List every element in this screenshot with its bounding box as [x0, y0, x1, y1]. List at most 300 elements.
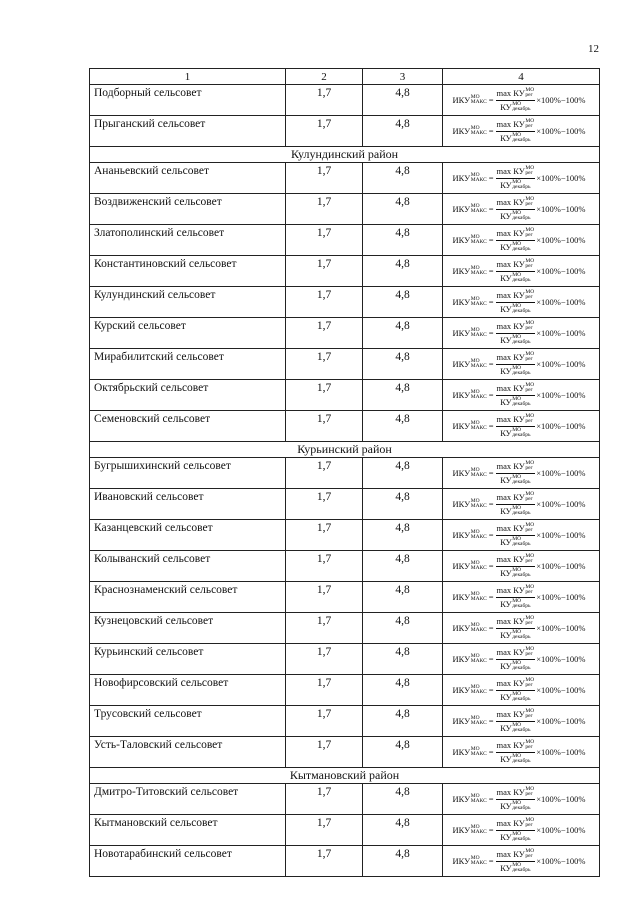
table-row: [90, 489, 600, 520]
formula-num-op: max КУ: [496, 786, 525, 797]
formula-lhs: [453, 204, 487, 215]
formula-numerator: [496, 709, 536, 722]
formula-lhs-base: ИКУ: [452, 389, 471, 400]
formula-den-sub: декабрь: [512, 634, 531, 640]
formula-denominator: [499, 505, 531, 517]
column-2-value: 1,7: [286, 318, 363, 349]
formula-lhs-indices: [471, 716, 487, 727]
table-row: [90, 520, 600, 551]
index-formula: [441, 616, 597, 641]
formula-den-base: КУ: [500, 536, 512, 547]
formula-den-base: КУ: [500, 474, 512, 485]
formula-lhs: [453, 95, 487, 106]
settlement-name: Мирабилитский сельсовет: [90, 349, 286, 380]
formula-lhs-sub: МАКС: [470, 425, 487, 431]
index-formula: [441, 818, 597, 843]
formula-lhs-indices: [471, 623, 487, 634]
formula-lhs-indices: [471, 266, 487, 277]
formula-denominator: [499, 862, 531, 874]
formula-den-base: КУ: [500, 303, 512, 314]
table-row: [90, 256, 600, 287]
formula-den-sub: декабрь: [512, 308, 531, 314]
formula-den-indices: [512, 335, 530, 346]
table-row: [90, 613, 600, 644]
column-2-value: 1,7: [286, 85, 363, 116]
formula-den-base: КУ: [500, 210, 512, 221]
formula-den-base: КУ: [500, 179, 512, 190]
formula-lhs: [453, 794, 487, 805]
column-3-value: 4,8: [363, 675, 443, 706]
formula-lhs-sup: МО: [470, 171, 480, 178]
column-2-value: 1,7: [286, 287, 363, 318]
formula-den-sub: декабрь: [512, 603, 531, 609]
formula-lhs-sub: МАКС: [470, 332, 487, 338]
formula-lhs-sup: МО: [470, 419, 480, 426]
formula-den-sup: МО: [512, 364, 522, 371]
formula-cell: [443, 411, 600, 442]
formula-lhs-sup: МО: [470, 326, 480, 333]
formula-fraction: [496, 585, 536, 610]
index-formula: [441, 709, 597, 734]
formula-den-indices: [512, 397, 530, 408]
formula-lhs-indices: [471, 747, 487, 758]
formula-numerator: [496, 88, 536, 101]
formula-lhs: [453, 716, 487, 727]
formula-lhs-indices: [471, 468, 487, 479]
formula-num-sup: МО: [525, 117, 535, 124]
formula-fraction: [496, 461, 536, 486]
formula-den-sup: МО: [512, 240, 522, 247]
formula-equals: =: [488, 824, 494, 835]
formula-den-sub: декабрь: [512, 805, 531, 811]
formula-tail: ×100%−100%: [536, 793, 586, 804]
table-row: [90, 225, 600, 256]
formula-lhs-sub: МАКС: [470, 394, 487, 400]
formula-den-indices: [512, 723, 530, 734]
formula-fraction: [496, 787, 536, 812]
formula-lhs-indices: [471, 297, 487, 308]
formula-denominator: [499, 831, 531, 843]
formula-tail: ×100%−100%: [536, 622, 586, 633]
formula-lhs-base: ИКУ: [452, 265, 471, 276]
formula-lhs-sup: МО: [470, 295, 480, 302]
formula-cell: [443, 644, 600, 675]
formula-cell: [443, 116, 600, 147]
table-row: [90, 644, 600, 675]
formula-lhs-sup: МО: [470, 528, 480, 535]
formula-fraction: [496, 197, 536, 222]
formula-fraction: [496, 321, 536, 346]
formula-lhs-sub: МАКС: [470, 130, 487, 136]
formula-numerator: [496, 818, 536, 831]
table-row: [90, 194, 600, 225]
formula-num-indices: [525, 492, 534, 503]
formula-lhs-sup: МО: [470, 202, 480, 209]
formula-den-sub: декабрь: [512, 215, 531, 221]
index-formula: [441, 849, 597, 874]
column-3-value: 4,8: [363, 163, 443, 194]
formula-num-op: max КУ: [496, 677, 525, 688]
settlement-name: Прыганский сельсовет: [90, 116, 286, 147]
formula-den-sup: МО: [512, 395, 522, 402]
formula-num-indices: [525, 787, 534, 798]
formula-den-indices: [512, 242, 530, 253]
formula-den-indices: [512, 630, 530, 641]
region-row: [90, 768, 600, 784]
formula-den-base: КУ: [500, 365, 512, 376]
column-2-value: 1,7: [286, 784, 363, 815]
formula-num-sub: рег: [525, 465, 533, 471]
formula-cell: [443, 380, 600, 411]
table-row: [90, 815, 600, 846]
formula-lhs: [453, 359, 487, 370]
formula-denominator: [499, 629, 531, 641]
header-cell-4: 4: [443, 69, 600, 85]
formula-num-op: max КУ: [496, 460, 525, 471]
formula-numerator: [496, 383, 536, 396]
formula-lhs-indices: [471, 499, 487, 510]
formula-cell: [443, 349, 600, 380]
settlement-name: Кулундинский сельсовет: [90, 287, 286, 318]
formula-lhs-sub: МАКС: [470, 239, 487, 245]
formula-tail: ×100%−100%: [536, 358, 586, 369]
formula-denominator: [499, 567, 531, 579]
column-3-value: 4,8: [363, 85, 443, 116]
formula-tail: ×100%−100%: [536, 203, 586, 214]
column-3-value: 4,8: [363, 349, 443, 380]
column-2-value: 1,7: [286, 194, 363, 225]
formula-num-sup: МО: [525, 319, 535, 326]
formula-num-indices: [525, 414, 534, 425]
index-formula: [441, 585, 597, 610]
formula-tail: ×100%−100%: [536, 653, 586, 664]
formula-den-sub: декабрь: [512, 401, 531, 407]
formula-cell: [443, 613, 600, 644]
formula-tail: ×100%−100%: [536, 529, 586, 540]
formula-denominator: [499, 365, 531, 377]
formula-fraction: [496, 678, 536, 703]
formula-lhs-base: ИКУ: [452, 560, 471, 571]
formula-num-sub: рег: [525, 232, 533, 238]
settlement-name: Воздвиженский сельсовет: [90, 194, 286, 225]
index-formula: [441, 492, 597, 517]
formula-den-sub: декабрь: [512, 758, 531, 764]
column-2-value: 1,7: [286, 706, 363, 737]
settlement-name: Новофирсовский сельсовет: [90, 675, 286, 706]
formula-den-sup: МО: [512, 566, 522, 573]
formula-tail: ×100%−100%: [536, 467, 586, 478]
formula-cell: [443, 737, 600, 768]
formula-lhs-sub: МАКС: [470, 751, 487, 757]
column-2-value: 1,7: [286, 458, 363, 489]
region-name: Кулундинский район: [90, 147, 600, 163]
formula-den-sub: декабрь: [512, 184, 531, 190]
column-2-value: 1,7: [286, 846, 363, 877]
formula-lhs-sup: МО: [470, 93, 480, 100]
formula-lhs-indices: [471, 530, 487, 541]
formula-den-indices: [512, 273, 530, 284]
formula-equals: =: [488, 746, 494, 757]
formula-num-op: max КУ: [496, 227, 525, 238]
formula-equals: =: [488, 529, 494, 540]
formula-den-base: КУ: [500, 272, 512, 283]
formula-num-sub: рег: [525, 418, 533, 424]
formula-den-sub: декабрь: [512, 479, 531, 485]
formula-lhs-indices: [471, 561, 487, 572]
column-3-value: 4,8: [363, 784, 443, 815]
formula-lhs-sup: МО: [470, 854, 480, 861]
formula-num-op: max КУ: [496, 522, 525, 533]
formula-num-indices: [525, 197, 534, 208]
formula-lhs-sup: МО: [470, 652, 480, 659]
formula-equals: =: [488, 172, 494, 183]
formula-num-indices: [525, 290, 534, 301]
formula-lhs-base: ИКУ: [452, 746, 471, 757]
formula-den-base: КУ: [500, 800, 512, 811]
table-row: [90, 287, 600, 318]
formula-den-base: КУ: [500, 831, 512, 842]
column-3-value: 4,8: [363, 489, 443, 520]
formula-num-sup: МО: [525, 707, 535, 714]
formula-den-sub: декабрь: [512, 665, 531, 671]
table-row: [90, 784, 600, 815]
formula-equals: =: [488, 296, 494, 307]
formula-den-sup: МО: [512, 535, 522, 542]
formula-lhs-base: ИКУ: [452, 715, 471, 726]
region-row: [90, 147, 600, 163]
formula-lhs-base: ИКУ: [452, 824, 471, 835]
formula-num-op: max КУ: [496, 817, 525, 828]
formula-lhs-sub: МАКС: [470, 177, 487, 183]
column-3-value: 4,8: [363, 318, 443, 349]
formula-den-indices: [512, 537, 530, 548]
formula-den-sup: МО: [512, 333, 522, 340]
formula-lhs: [453, 825, 487, 836]
column-2-value: 1,7: [286, 116, 363, 147]
formula-denominator: [499, 691, 531, 703]
region-row: [90, 442, 600, 458]
formula-lhs-sub: МАКС: [470, 363, 487, 369]
formula-numerator: [496, 352, 536, 365]
formula-lhs-base: ИКУ: [452, 172, 471, 183]
formula-den-sub: декабрь: [512, 432, 531, 438]
column-3-value: 4,8: [363, 287, 443, 318]
formula-equals: =: [488, 125, 494, 136]
formula-lhs-indices: [471, 359, 487, 370]
column-3-value: 4,8: [363, 815, 443, 846]
formula-num-op: max КУ: [496, 118, 525, 129]
formula-lhs-sub: МАКС: [470, 658, 487, 664]
formula-den-base: КУ: [500, 722, 512, 733]
formula-denominator: [499, 132, 531, 144]
formula-den-base: КУ: [500, 753, 512, 764]
formula-den-base: КУ: [500, 660, 512, 671]
index-formula: [441, 647, 597, 672]
index-formula: [441, 740, 597, 765]
column-3-value: 4,8: [363, 256, 443, 287]
formula-denominator: [499, 660, 531, 672]
formula-equals: =: [488, 715, 494, 726]
formula-num-sub: рег: [525, 170, 533, 176]
header-row: [90, 69, 600, 85]
column-2-value: 1,7: [286, 349, 363, 380]
formula-num-op: max КУ: [496, 615, 525, 626]
formula-cell: [443, 287, 600, 318]
formula-lhs-sub: МАКС: [470, 627, 487, 633]
formula-lhs-indices: [471, 856, 487, 867]
formula-num-indices: [525, 849, 534, 860]
formula-cell: [443, 163, 600, 194]
formula-lhs-indices: [471, 126, 487, 137]
formula-numerator: [496, 585, 536, 598]
index-formula: [441, 88, 597, 113]
index-formula: [441, 383, 597, 408]
formula-lhs-sup: МО: [470, 823, 480, 830]
formula-numerator: [496, 228, 536, 241]
formula-lhs-base: ИКУ: [452, 653, 471, 664]
formula-lhs-base: ИКУ: [452, 234, 471, 245]
formula-lhs-sup: МО: [470, 264, 480, 271]
column-2-value: 1,7: [286, 163, 363, 194]
formula-num-sup: МО: [525, 583, 535, 590]
formula-equals: =: [488, 389, 494, 400]
formula-num-indices: [525, 352, 534, 363]
formula-den-base: КУ: [500, 427, 512, 438]
formula-fraction: [496, 647, 536, 672]
formula-denominator: [499, 598, 531, 610]
index-formula: [441, 678, 597, 703]
formula-den-indices: [512, 863, 530, 874]
formula-lhs-base: ИКУ: [452, 684, 471, 695]
column-2-value: 1,7: [286, 675, 363, 706]
formula-lhs-sub: МАКС: [470, 720, 487, 726]
formula-den-sup: МО: [512, 100, 522, 107]
index-formula: [441, 228, 597, 253]
formula-tail: ×100%−100%: [536, 746, 586, 757]
column-2-value: 1,7: [286, 520, 363, 551]
formula-lhs-sub: МАКС: [470, 534, 487, 540]
formula-fraction: [496, 383, 536, 408]
column-2-value: 1,7: [286, 815, 363, 846]
formula-den-sup: МО: [512, 597, 522, 604]
formula-numerator: [496, 616, 536, 629]
formula-num-sub: рег: [525, 853, 533, 859]
formula-equals: =: [488, 560, 494, 571]
formula-den-indices: [512, 754, 530, 765]
formula-fraction: [496, 554, 536, 579]
formula-den-base: КУ: [500, 505, 512, 516]
formula-num-sub: рег: [525, 589, 533, 595]
formula-den-sub: декабрь: [512, 727, 531, 733]
formula-den-indices: [512, 475, 530, 486]
formula-cell: [443, 784, 600, 815]
formula-lhs: [453, 654, 487, 665]
formula-num-sup: МО: [525, 86, 535, 93]
formula-tail: ×100%−100%: [536, 824, 586, 835]
table-row: [90, 551, 600, 582]
formula-lhs-sup: МО: [470, 497, 480, 504]
formula-lhs-indices: [471, 421, 487, 432]
table-body: [90, 69, 600, 877]
column-2-value: 1,7: [286, 644, 363, 675]
formula-lhs: [453, 561, 487, 572]
formula-equals: =: [488, 684, 494, 695]
formula-num-indices: [525, 523, 534, 534]
formula-den-indices: [512, 133, 530, 144]
formula-lhs: [453, 530, 487, 541]
formula-num-sup: МО: [525, 226, 535, 233]
column-3-value: 4,8: [363, 380, 443, 411]
formula-denominator: [499, 427, 531, 439]
formula-num-sub: рег: [525, 682, 533, 688]
formula-den-indices: [512, 102, 530, 113]
column-3-value: 4,8: [363, 194, 443, 225]
formula-equals: =: [488, 855, 494, 866]
formula-num-op: max КУ: [496, 289, 525, 300]
formula-lhs-sup: МО: [470, 357, 480, 364]
formula-den-sup: МО: [512, 830, 522, 837]
formula-num-sup: МО: [525, 645, 535, 652]
formula-denominator: [499, 396, 531, 408]
formula-numerator: [496, 414, 536, 427]
formula-tail: ×100%−100%: [536, 265, 586, 276]
formula-den-sup: МО: [512, 799, 522, 806]
formula-fraction: [496, 740, 536, 765]
formula-lhs: [453, 747, 487, 758]
table-row: [90, 737, 600, 768]
formula-tail: ×100%−100%: [536, 234, 586, 245]
formula-num-sub: рег: [525, 558, 533, 564]
formula-den-base: КУ: [500, 598, 512, 609]
formula-equals: =: [488, 622, 494, 633]
formula-tail: ×100%−100%: [536, 94, 586, 105]
formula-denominator: [499, 241, 531, 253]
formula-den-sub: декабрь: [512, 137, 531, 143]
formula-den-indices: [512, 428, 530, 439]
column-2-value: 1,7: [286, 737, 363, 768]
table-row: [90, 846, 600, 877]
formula-lhs-sup: МО: [470, 714, 480, 721]
formula-lhs: [453, 623, 487, 634]
formula-lhs-sup: МО: [470, 388, 480, 395]
formula-lhs-base: ИКУ: [452, 327, 471, 338]
formula-num-sup: МО: [525, 164, 535, 171]
formula-lhs-indices: [471, 204, 487, 215]
formula-lhs-sup: МО: [470, 590, 480, 597]
settlement-name: Бугрышихинский сельсовет: [90, 458, 286, 489]
formula-lhs-sub: МАКС: [470, 565, 487, 571]
formula-denominator: [499, 179, 531, 191]
formula-lhs-base: ИКУ: [452, 203, 471, 214]
formula-den-sub: декабрь: [512, 572, 531, 578]
formula-cell: [443, 675, 600, 706]
column-3-value: 4,8: [363, 846, 443, 877]
formula-num-sub: рег: [525, 294, 533, 300]
formula-num-sub: рег: [525, 713, 533, 719]
formula-num-sub: рег: [525, 325, 533, 331]
formula-lhs-base: ИКУ: [452, 622, 471, 633]
formula-equals: =: [488, 203, 494, 214]
formula-den-sup: МО: [512, 131, 522, 138]
formula-num-indices: [525, 166, 534, 177]
formula-numerator: [496, 492, 536, 505]
formula-num-indices: [525, 321, 534, 332]
formula-num-sub: рег: [525, 791, 533, 797]
formula-lhs-base: ИКУ: [452, 793, 471, 804]
formula-num-sub: рег: [525, 496, 533, 502]
formula-lhs-base: ИКУ: [452, 420, 471, 431]
column-2-value: 1,7: [286, 256, 363, 287]
